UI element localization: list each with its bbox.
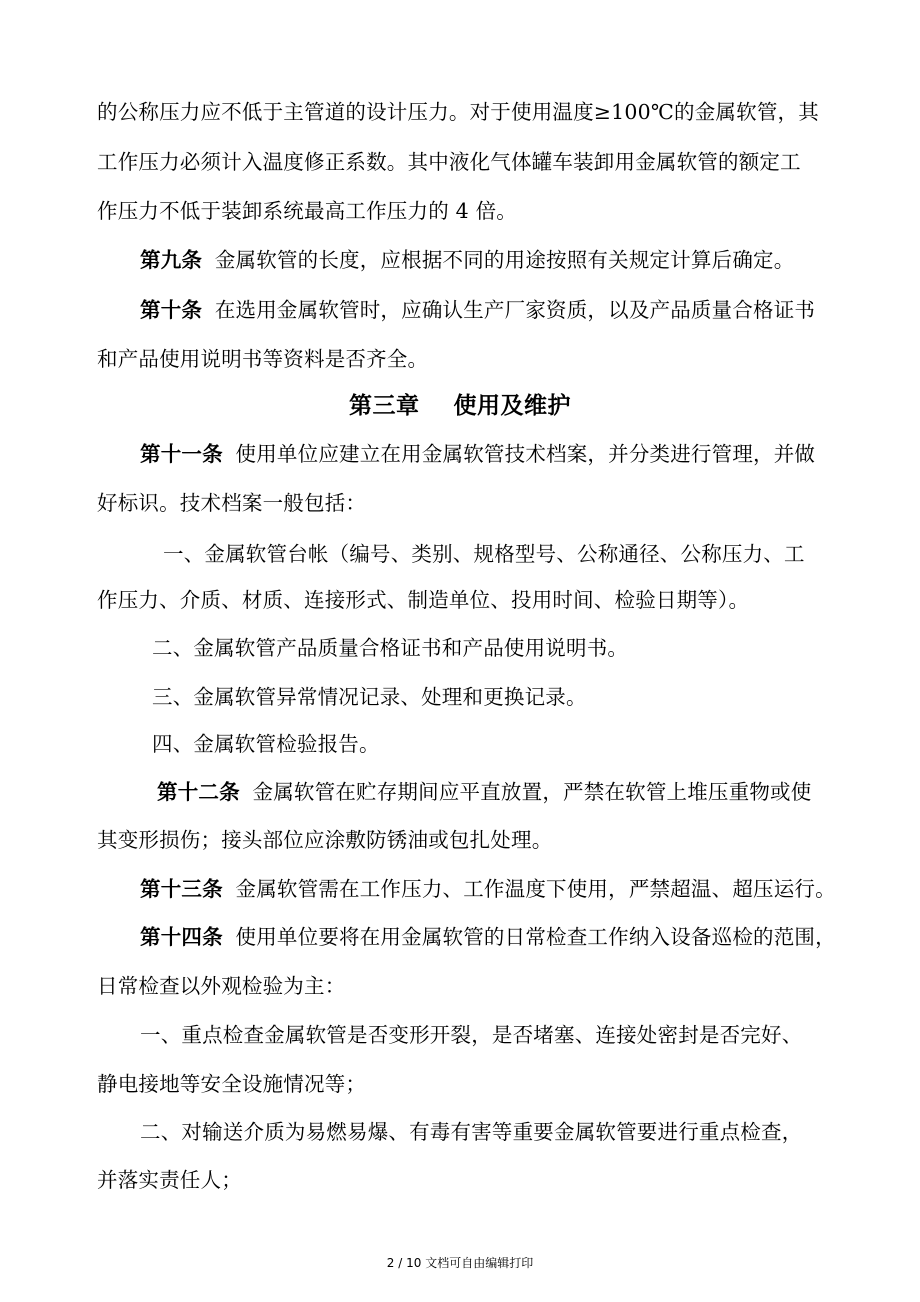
article-label: 第十一条: [140, 442, 223, 466]
article-label: 第十三条: [140, 877, 223, 901]
article-13: [140, 875, 836, 903]
list-item: 并落实责任人；: [97, 1168, 242, 1192]
paragraph-line: 的公称压力应不低于主管道的设计压力。对于使用温度≥100℃的金属软管，其: [97, 100, 819, 124]
list-item: 二、金属软管产品质量合格证书和产品使用说明书。: [152, 636, 629, 660]
article-14: [140, 923, 836, 951]
article-text: 在选用金属软管时，应确认生产厂家资质，以及产品质量合格证书: [214, 298, 816, 322]
article-12: [157, 778, 811, 806]
article-9: [140, 246, 794, 274]
article-text: 使用单位应建立在用金属软管技术档案，并分类进行管理，并做: [235, 442, 816, 466]
article-continuation: 日常检查以外观检验为主：: [97, 974, 346, 998]
page-footer: 2 / 10 文档可自由编辑打印: [386, 1256, 534, 1270]
list-item: 四、金属软管检验报告。: [152, 732, 380, 756]
article-continuation: 其变形损伤；接头部位应涂敷防锈油或包扎处理。: [97, 828, 553, 852]
article-10: [140, 296, 815, 324]
list-item: 一、重点检查金属软管是否变形开裂，是否堵塞、连接处密封是否完好、: [140, 1023, 803, 1047]
list-item: 一、金属软管台帐（编号、类别、规格型号、公称通径、公称压力、工: [163, 542, 805, 566]
article-label: 第九条: [140, 248, 203, 272]
chapter-heading: 第三章 使用及维护: [348, 392, 572, 419]
list-item: 三、金属软管异常情况记录、处理和更换记录。: [152, 685, 587, 709]
article-11: [140, 440, 815, 468]
article-text: 使用单位要将在用金属软管的日常检查工作纳入设备巡检的范围，: [235, 925, 836, 949]
paragraph-line: 作压力不低于装卸系统最高工作压力的 4 倍。: [97, 199, 517, 223]
article-text: 金属软管的长度，应根据不同的用途按照有关规定计算后确定。: [214, 248, 795, 272]
list-item: 二、对输送介质为易燃易爆、有毒有害等重要金属软管要进行重点检查，: [140, 1120, 803, 1144]
list-item: 作压力、介质、材质、连接形式、制造单位、投用时间、检验日期等）。: [97, 588, 750, 612]
article-continuation: 和产品使用说明书等资料是否齐全。: [97, 347, 429, 371]
article-text: 金属软管在贮存期间应平直放置，严禁在软管上堆压重物或使: [252, 780, 812, 804]
article-text: 金属软管需在工作压力、工作温度下使用，严禁超温、超压运行。: [235, 877, 836, 901]
article-label: 第十二条: [157, 780, 240, 804]
paragraph-line: 工作压力必须计入温度修正系数。其中液化气体罐车装卸用金属软管的额定工: [97, 150, 801, 174]
article-label: 第十条: [140, 298, 203, 322]
article-label: 第十四条: [140, 925, 223, 949]
article-continuation: 好标识。技术档案一般包括：: [97, 491, 367, 515]
list-item: 静电接地等安全设施情况等；: [97, 1072, 367, 1096]
